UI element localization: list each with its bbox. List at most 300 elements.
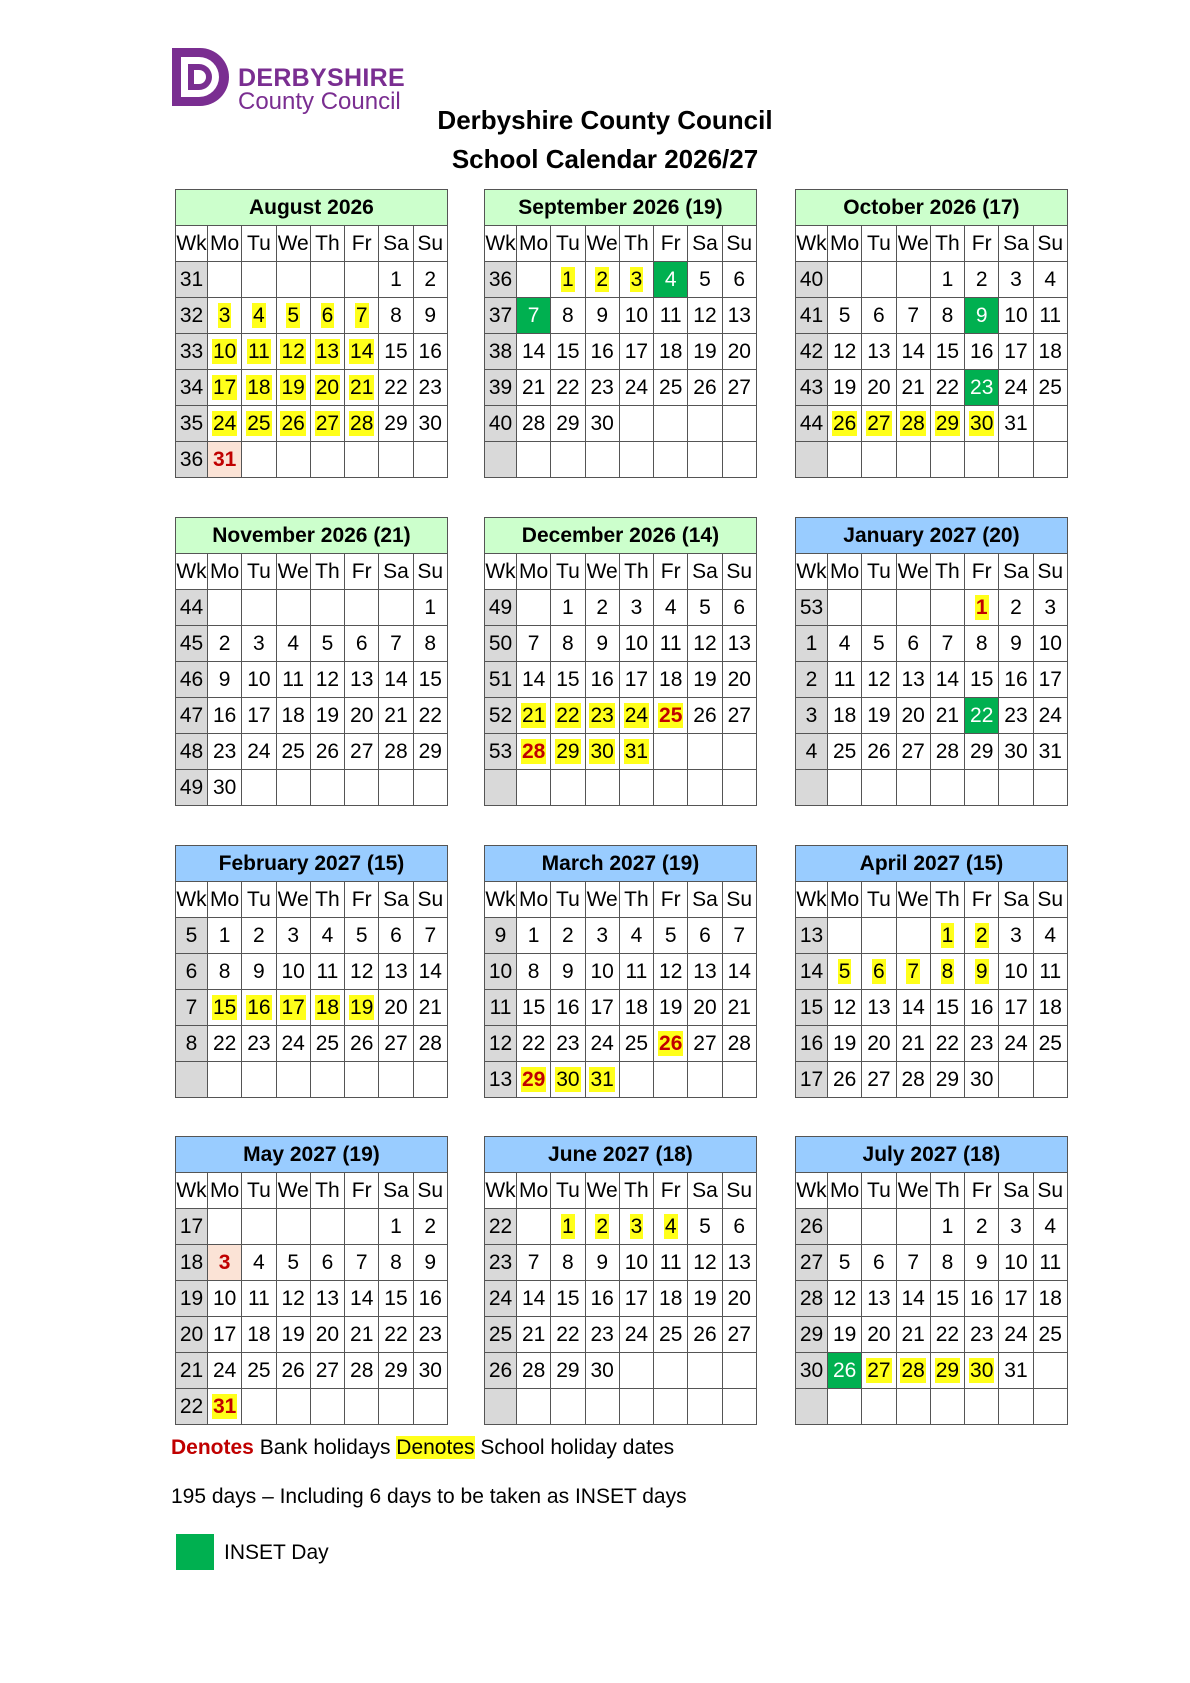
day-number: 15 — [384, 340, 408, 363]
day-cell — [517, 1389, 551, 1425]
day-number: 10 — [624, 304, 649, 327]
week-number: 48 — [176, 734, 208, 770]
day-cell — [345, 334, 379, 370]
day-cell — [896, 990, 930, 1026]
day-number: 9 — [975, 960, 988, 983]
week-number: 17 — [176, 1209, 208, 1245]
day-cell — [654, 1062, 688, 1098]
day-number: 2 — [424, 1215, 437, 1238]
day-cell — [551, 734, 585, 770]
day-cell — [585, 1062, 619, 1098]
weekday-header: Tu — [862, 1173, 896, 1209]
weekday-header: Sa — [999, 554, 1033, 590]
day-number: 27 — [867, 1359, 891, 1382]
day-cell — [965, 442, 999, 478]
week-number: 44 — [176, 590, 208, 626]
day-number: 31 — [212, 448, 237, 471]
day-number: 11 — [659, 1251, 682, 1274]
weekday-header: Su — [722, 226, 756, 262]
day-number: 29 — [935, 412, 960, 435]
day-number: 3 — [630, 1215, 643, 1238]
day-cell — [208, 1389, 242, 1425]
day-cell — [828, 990, 862, 1026]
day-number: 25 — [659, 376, 683, 399]
weekday-header: Mo — [828, 1173, 862, 1209]
weekday-header: Tu — [862, 554, 896, 590]
day-number: 4 — [253, 304, 265, 327]
day-cell — [722, 1026, 756, 1062]
day-cell — [276, 1026, 310, 1062]
day-cell — [310, 918, 344, 954]
month-table — [484, 845, 757, 1098]
day-number: 18 — [1038, 996, 1062, 1019]
day-number: 19 — [281, 1323, 305, 1346]
day-number: 6 — [907, 632, 919, 655]
week-number: 22 — [485, 1209, 517, 1245]
day-number: 1 — [562, 268, 574, 291]
day-number: 28 — [521, 1359, 546, 1382]
day-number: 10 — [247, 668, 271, 691]
day-cell — [896, 1062, 930, 1098]
day-number: 21 — [901, 1032, 925, 1055]
weekday-header: Su — [413, 226, 447, 262]
day-number: 25 — [1038, 1032, 1062, 1055]
day-cell — [930, 918, 964, 954]
day-cell — [619, 298, 653, 334]
day-cell — [379, 590, 413, 626]
week-number: 40 — [796, 262, 828, 298]
day-cell — [379, 698, 413, 734]
day-cell — [999, 442, 1033, 478]
day-cell — [828, 1317, 862, 1353]
weekday-header: Su — [1033, 554, 1067, 590]
day-cell — [619, 262, 653, 298]
weekday-header: Mo — [517, 882, 551, 918]
day-number: 4 — [287, 632, 299, 655]
day-cell — [517, 918, 551, 954]
day-cell — [208, 626, 242, 662]
day-number: 6 — [321, 304, 334, 327]
day-number: 5 — [838, 1251, 851, 1274]
day-cell — [828, 1209, 862, 1245]
day-cell — [242, 662, 276, 698]
day-number: 25 — [659, 1323, 683, 1346]
day-cell — [896, 918, 930, 954]
day-number: 13 — [384, 960, 408, 983]
day-number: 29 — [935, 1359, 960, 1382]
weekday-header: We — [585, 554, 619, 590]
day-cell — [828, 262, 862, 298]
day-number: 29 — [935, 1068, 960, 1091]
day-cell — [345, 1026, 379, 1062]
day-cell — [930, 698, 964, 734]
weekday-header: Th — [310, 554, 344, 590]
day-number: 9 — [1010, 632, 1022, 655]
day-cell — [551, 1209, 585, 1245]
day-cell — [896, 698, 930, 734]
day-cell — [1033, 918, 1067, 954]
day-number: 23 — [970, 1032, 994, 1055]
day-number: 25 — [1038, 376, 1062, 399]
day-cell — [276, 734, 310, 770]
day-number: 1 — [941, 268, 954, 291]
day-cell — [862, 1209, 896, 1245]
day-cell — [242, 1062, 276, 1098]
day-cell — [585, 262, 619, 298]
day-cell — [828, 442, 862, 478]
day-cell — [1033, 626, 1067, 662]
day-cell — [242, 590, 276, 626]
derbyshire-d-logo-icon — [170, 46, 236, 108]
week-number — [485, 1389, 517, 1425]
day-number: 3 — [1010, 924, 1022, 947]
day-number: 22 — [935, 376, 960, 399]
day-number: 14 — [350, 340, 374, 363]
weekday-header: Wk — [176, 882, 208, 918]
day-cell — [654, 1026, 688, 1062]
day-number: 9 — [424, 1251, 437, 1274]
day-cell — [654, 662, 688, 698]
day-cell — [930, 1353, 964, 1389]
day-cell — [276, 1245, 310, 1281]
day-cell — [965, 662, 999, 698]
day-cell — [310, 1209, 344, 1245]
day-cell — [722, 734, 756, 770]
day-cell — [654, 298, 688, 334]
weekday-header: Th — [619, 554, 653, 590]
day-cell — [828, 698, 862, 734]
day-number: 11 — [625, 960, 648, 983]
day-cell — [654, 954, 688, 990]
weekday-header: Sa — [999, 882, 1033, 918]
day-number: 3 — [1044, 596, 1057, 619]
week-number: 13 — [796, 918, 828, 954]
weekday-header: Sa — [379, 1173, 413, 1209]
day-number: 1 — [218, 924, 231, 947]
day-number: 15 — [970, 668, 994, 691]
day-cell — [965, 626, 999, 662]
day-number: 27 — [901, 740, 925, 763]
month-table — [795, 517, 1068, 806]
week-number — [485, 442, 517, 478]
day-cell — [654, 1389, 688, 1425]
day-cell — [208, 1353, 242, 1389]
day-cell — [688, 662, 722, 698]
weekday-header: Sa — [999, 226, 1033, 262]
day-cell — [310, 406, 344, 442]
day-number: 22 — [935, 1032, 960, 1055]
weekday-header: Mo — [517, 554, 551, 590]
month-title: September 2026 (19) — [485, 190, 757, 226]
day-cell — [208, 370, 242, 406]
day-cell — [896, 1353, 930, 1389]
day-number: 19 — [693, 668, 717, 691]
weekday-header: We — [896, 882, 930, 918]
day-number: 2 — [1010, 596, 1022, 619]
day-cell — [517, 734, 551, 770]
day-number: 27 — [315, 412, 340, 435]
week-number: 53 — [485, 734, 517, 770]
day-number: 17 — [1038, 668, 1062, 691]
day-number: 28 — [727, 1032, 751, 1055]
week-number: 13 — [485, 1062, 517, 1098]
day-number: 19 — [659, 996, 683, 1019]
day-number: 7 — [355, 1251, 368, 1274]
month-table — [484, 1136, 757, 1425]
weekday-header: We — [896, 226, 930, 262]
day-cell — [310, 1062, 344, 1098]
week-number: 53 — [796, 590, 828, 626]
weekday-header: Tu — [551, 554, 585, 590]
day-cell — [208, 262, 242, 298]
day-cell — [551, 442, 585, 478]
day-cell — [413, 262, 447, 298]
day-cell — [208, 590, 242, 626]
day-cell — [654, 406, 688, 442]
weekday-header: Wk — [176, 226, 208, 262]
week-number: 42 — [796, 334, 828, 370]
day-cell — [276, 918, 310, 954]
day-cell — [688, 698, 722, 734]
day-cell — [310, 698, 344, 734]
day-number: 14 — [935, 668, 960, 691]
day-number: 18 — [659, 668, 683, 691]
day-number: 20 — [384, 996, 408, 1019]
day-cell — [379, 626, 413, 662]
day-cell — [585, 954, 619, 990]
day-cell — [930, 1209, 964, 1245]
day-cell — [413, 734, 447, 770]
week-number: 33 — [176, 334, 208, 370]
day-cell — [862, 1317, 896, 1353]
day-cell — [688, 1026, 722, 1062]
weekday-header: Wk — [485, 226, 517, 262]
day-cell — [413, 954, 447, 990]
weekday-header: Wk — [796, 226, 828, 262]
day-cell — [517, 1281, 551, 1317]
day-cell — [930, 770, 964, 806]
day-cell — [688, 590, 722, 626]
weekday-header: Th — [930, 1173, 964, 1209]
day-number: 7 — [527, 1251, 540, 1274]
weekday-header: We — [585, 882, 619, 918]
day-number: 4 — [1044, 268, 1057, 291]
day-cell — [517, 370, 551, 406]
week-number: 6 — [176, 954, 208, 990]
day-cell — [965, 770, 999, 806]
day-number: 17 — [1004, 340, 1028, 363]
day-cell: 26 — [828, 1353, 862, 1389]
day-number: 28 — [418, 1032, 442, 1055]
day-cell — [310, 370, 344, 406]
week-number: 18 — [176, 1245, 208, 1281]
day-number: 2 — [424, 268, 437, 291]
weekday-header: Tu — [242, 554, 276, 590]
day-number: 9 — [596, 1251, 608, 1274]
weekday-header: Fr — [965, 226, 999, 262]
day-number: 8 — [975, 632, 988, 655]
day-number: 21 — [901, 1323, 925, 1346]
day-cell — [828, 1026, 862, 1062]
day-cell — [828, 370, 862, 406]
day-cell — [965, 590, 999, 626]
day-cell — [722, 1245, 756, 1281]
day-cell — [276, 1389, 310, 1425]
day-cell — [896, 590, 930, 626]
day-cell — [896, 334, 930, 370]
day-cell — [828, 1245, 862, 1281]
day-number: 27 — [350, 740, 374, 763]
day-cell — [310, 1026, 344, 1062]
weekday-header: Su — [413, 554, 447, 590]
day-cell: 9 — [965, 298, 999, 334]
weekday-header: Th — [619, 226, 653, 262]
day-cell — [862, 954, 896, 990]
day-cell — [965, 1026, 999, 1062]
day-cell — [379, 1281, 413, 1317]
day-cell — [722, 262, 756, 298]
day-number: 16 — [1004, 668, 1028, 691]
day-cell — [379, 954, 413, 990]
day-cell — [722, 770, 756, 806]
day-number: 18 — [247, 376, 271, 399]
day-number: 3 — [218, 1251, 231, 1274]
day-cell — [413, 990, 447, 1026]
day-cell — [619, 626, 653, 662]
week-number: 11 — [485, 990, 517, 1026]
day-number: 26 — [659, 1032, 683, 1055]
weekday-header: We — [585, 1173, 619, 1209]
day-cell — [722, 1062, 756, 1098]
day-number: 1 — [390, 268, 402, 291]
day-cell — [208, 698, 242, 734]
day-number: 23 — [590, 704, 614, 727]
day-cell — [862, 990, 896, 1026]
day-cell — [379, 662, 413, 698]
day-number: 29 — [418, 740, 442, 763]
day-cell — [1033, 1026, 1067, 1062]
day-cell — [828, 662, 862, 698]
day-number: 16 — [970, 340, 994, 363]
day-cell — [965, 954, 999, 990]
day-number: 10 — [590, 960, 614, 983]
month-title: October 2026 (17) — [796, 190, 1068, 226]
day-number: 3 — [596, 924, 608, 947]
day-number: 22 — [556, 1323, 580, 1346]
day-number: 15 — [556, 668, 580, 691]
day-cell — [585, 918, 619, 954]
week-number: 15 — [796, 990, 828, 1026]
day-cell — [722, 954, 756, 990]
day-cell — [999, 1209, 1033, 1245]
day-number: 7 — [390, 632, 402, 655]
day-cell — [930, 990, 964, 1026]
weekday-header: Mo — [208, 226, 242, 262]
day-number: 21 — [521, 704, 546, 727]
month-table — [484, 517, 757, 806]
legend-bank-text: Bank holidays — [253, 1436, 397, 1459]
day-number: 26 — [281, 412, 305, 435]
day-number: 13 — [315, 340, 340, 363]
day-number: 5 — [838, 960, 851, 983]
day-cell — [413, 590, 447, 626]
day-number: 10 — [1038, 632, 1062, 655]
weekday-header: Wk — [485, 554, 517, 590]
day-cell — [688, 262, 722, 298]
day-cell — [828, 626, 862, 662]
day-cell — [585, 1317, 619, 1353]
day-number: 20 — [867, 1032, 891, 1055]
day-number: 11 — [316, 960, 339, 983]
day-number: 19 — [693, 1287, 717, 1310]
day-number: 31 — [1038, 740, 1062, 763]
weekday-header: We — [896, 1173, 930, 1209]
day-cell — [310, 990, 344, 1026]
day-cell — [896, 1245, 930, 1281]
week-number: 45 — [176, 626, 208, 662]
day-cell — [345, 1209, 379, 1245]
day-cell — [999, 954, 1033, 990]
day-number: 23 — [590, 376, 614, 399]
week-number: 31 — [176, 262, 208, 298]
day-cell — [1033, 1209, 1067, 1245]
day-cell — [1033, 442, 1067, 478]
week-number: 14 — [796, 954, 828, 990]
day-cell — [930, 954, 964, 990]
day-number: 29 — [970, 740, 994, 763]
month-title: December 2026 (14) — [485, 518, 757, 554]
day-cell — [619, 442, 653, 478]
day-number: 20 — [315, 1323, 340, 1346]
month-table — [795, 189, 1068, 478]
day-cell — [310, 734, 344, 770]
day-cell — [965, 1062, 999, 1098]
day-number: 5 — [873, 632, 885, 655]
day-cell — [276, 770, 310, 806]
day-cell — [999, 990, 1033, 1026]
day-cell — [345, 370, 379, 406]
day-cell — [379, 990, 413, 1026]
week-number: 23 — [485, 1245, 517, 1281]
day-cell — [276, 662, 310, 698]
day-cell — [585, 370, 619, 406]
day-number: 12 — [832, 340, 857, 363]
day-cell — [930, 734, 964, 770]
day-cell — [208, 990, 242, 1026]
day-cell — [379, 262, 413, 298]
day-cell — [310, 770, 344, 806]
week-number: 10 — [485, 954, 517, 990]
day-number: 17 — [590, 996, 614, 1019]
day-number: 1 — [941, 1215, 954, 1238]
day-cell — [208, 334, 242, 370]
day-cell — [828, 298, 862, 334]
day-cell — [276, 990, 310, 1026]
day-cell — [413, 626, 447, 662]
day-cell — [828, 334, 862, 370]
day-number: 4 — [1044, 924, 1057, 947]
week-number: 29 — [796, 1317, 828, 1353]
day-cell — [654, 1245, 688, 1281]
day-number: 24 — [624, 704, 649, 727]
weekday-header: Fr — [345, 226, 379, 262]
week-number: 30 — [796, 1353, 828, 1389]
weekday-header: Th — [930, 226, 964, 262]
day-cell — [517, 1209, 551, 1245]
day-number: 9 — [253, 960, 265, 983]
day-number: 5 — [699, 268, 711, 291]
weekday-header: Mo — [208, 882, 242, 918]
